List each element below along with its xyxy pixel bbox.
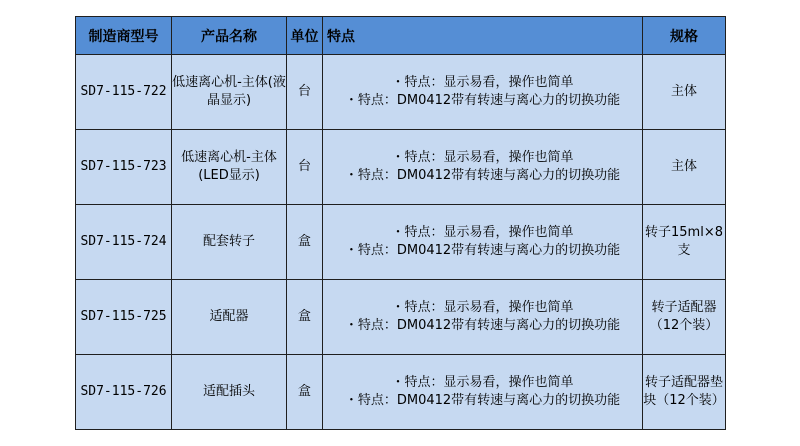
feature-line: ・特点：DM0412带有转速与离心力的切换功能 xyxy=(344,93,621,108)
cell-spec: 转子适配器垫块（12个装） xyxy=(643,355,726,430)
feature-line: ・特点：DM0412带有转速与离心力的切换功能 xyxy=(344,318,621,333)
cell-code: SD7-115-726 xyxy=(76,355,172,430)
header-unit: 单位 xyxy=(287,17,323,55)
table-row xyxy=(76,280,726,355)
cell-spec: 主体 xyxy=(643,130,726,205)
cell-features xyxy=(323,355,643,430)
cell-unit: 盒 xyxy=(287,280,323,355)
feature-line: ・特点：显示易看，操作也简单 xyxy=(391,225,574,240)
feature-line: ・特点：DM0412带有转速与离心力的切换功能 xyxy=(344,168,621,183)
cell-name: 适配插头 xyxy=(172,355,287,430)
feature-line: ・特点：显示易看，操作也简单 xyxy=(391,150,574,165)
feature-line: ・特点：DM0412带有转速与离心力的切换功能 xyxy=(344,243,621,258)
header-spec: 规格 xyxy=(643,17,726,55)
header-features: 特点 xyxy=(323,17,643,55)
product-spec-table xyxy=(75,16,726,430)
header-code: 制造商型号 xyxy=(76,17,172,55)
cell-features xyxy=(323,130,643,205)
feature-line: ・特点：显示易看，操作也简单 xyxy=(391,375,574,390)
cell-unit: 台 xyxy=(287,55,323,130)
feature-line: ・特点：DM0412带有转速与离心力的切换功能 xyxy=(344,393,621,408)
cell-code: SD7-115-724 xyxy=(76,205,172,280)
cell-spec: 主体 xyxy=(643,55,726,130)
table-row xyxy=(76,55,726,130)
cell-code: SD7-115-725 xyxy=(76,280,172,355)
header-name: 产品名称 xyxy=(172,17,287,55)
cell-features xyxy=(323,55,643,130)
table-header-row xyxy=(76,17,726,55)
cell-spec: 转子适配器（12个装） xyxy=(643,280,726,355)
cell-code: SD7-115-723 xyxy=(76,130,172,205)
cell-unit: 盒 xyxy=(287,205,323,280)
cell-code: SD7-115-722 xyxy=(76,55,172,130)
cell-features xyxy=(323,205,643,280)
cell-spec: 转子15ml×8支 xyxy=(643,205,726,280)
table-row xyxy=(76,130,726,205)
cell-name: 配套转子 xyxy=(172,205,287,280)
feature-line: ・特点：显示易看，操作也简单 xyxy=(391,75,574,90)
cell-name: 适配器 xyxy=(172,280,287,355)
cell-unit: 盒 xyxy=(287,355,323,430)
cell-features xyxy=(323,280,643,355)
table-row xyxy=(76,205,726,280)
cell-name: 低速离心机-主体(液晶显示) xyxy=(172,55,287,130)
cell-name: 低速离心机-主体(LED显示) xyxy=(172,130,287,205)
table-row xyxy=(76,355,726,430)
cell-unit: 台 xyxy=(287,130,323,205)
feature-line: ・特点：显示易看，操作也简单 xyxy=(391,300,574,315)
